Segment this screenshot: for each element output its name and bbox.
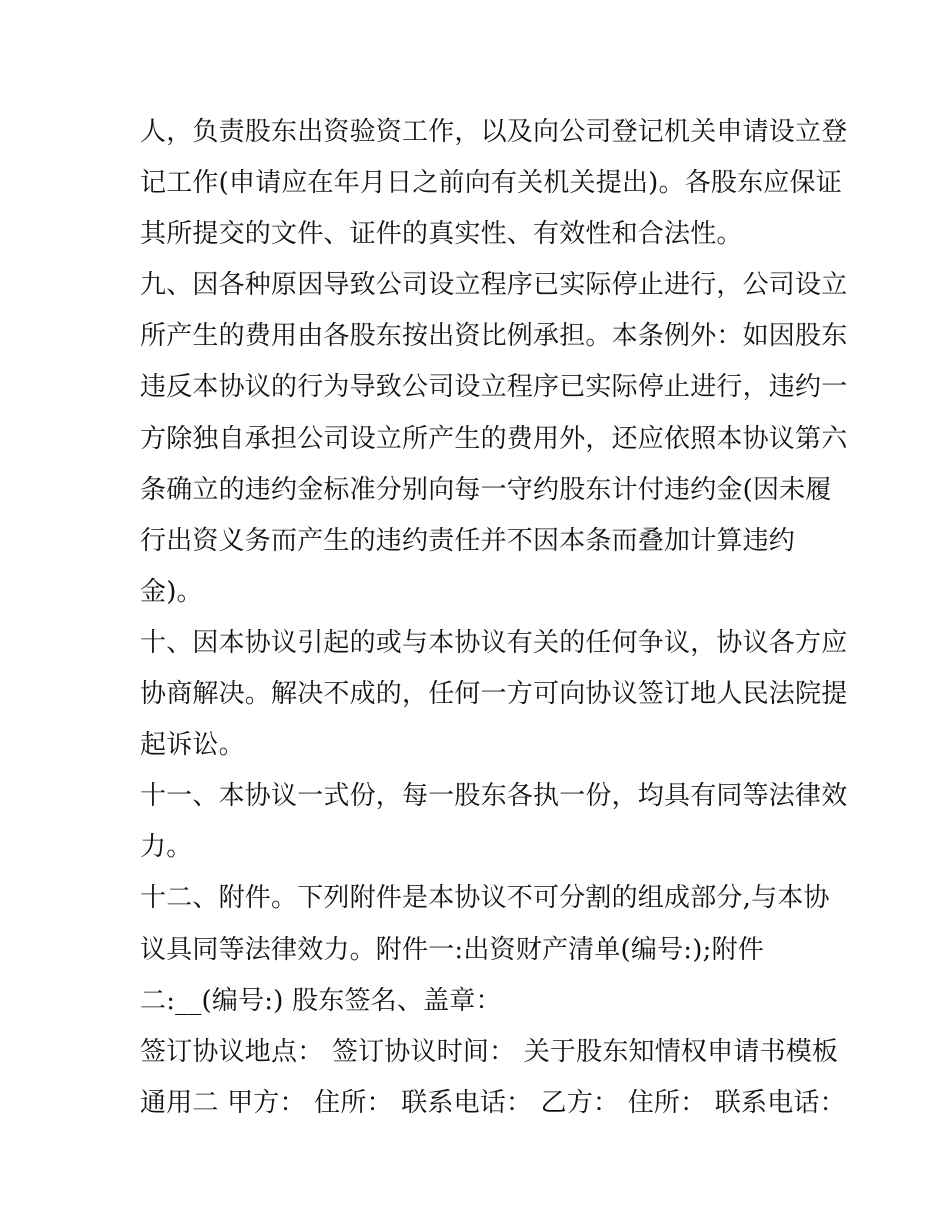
text-line: 行出资义务而产生的违约责任并不因本条而叠加计算违约: [140, 525, 796, 556]
text-line: 二:__(编号:) 股东签名、盖章：: [140, 985, 502, 1016]
text-line: 九、因各种原因导致公司设立程序已实际停止进行，公司设立: [140, 270, 848, 301]
text-line: 十二、附件。下列附件是本协议不可分割的组成部分,与本协: [140, 883, 830, 914]
text-line: 力。: [140, 832, 193, 863]
text-line: 签订协议地点： 签订协议时间： 关于股东知情权申请书模板: [140, 1036, 839, 1067]
text-line: 协商解决。解决不成的，任何一方可向协议签订地人民法院提: [140, 679, 848, 710]
text-line: 起诉讼。: [140, 730, 245, 761]
text-line: 十、因本协议引起的或与本协议有关的任何争议，协议各方应: [140, 627, 848, 658]
text-line: 记工作(申请应在年月日之前向有关机关提出)。各股东应保证: [140, 168, 842, 199]
text-line: 方除独自承担公司设立所产生的费用外，还应依照本协议第六: [140, 423, 848, 454]
text-line: 金)。: [140, 576, 203, 607]
text-line: 人，负责股东出资验资工作，以及向公司登记机关申请设立登: [140, 117, 848, 147]
text-line: 条确立的违约金标准分别向每一守约股东计付违约金(因未履: [140, 474, 832, 505]
text-line: 其所提交的文件、证件的真实性、有效性和合法性。: [140, 219, 743, 250]
text-line: 所产生的费用由各股东按出资比例承担。本条例外：如因股东: [140, 321, 848, 352]
text-line: 通用二 甲方： 住所： 联系电话： 乙方： 住所： 联系电话：: [140, 1087, 846, 1118]
text-line: 十一、本协议一式份，每一股东各执一份，均具有同等法律效: [140, 781, 848, 812]
document-body: [140, 107, 848, 1129]
text-line: 议具同等法律效力。附件一:出资财产清单(编号:);附件: [140, 934, 764, 965]
text-line: 违反本协议的行为导致公司设立程序已实际停止进行，违约一: [140, 372, 848, 403]
